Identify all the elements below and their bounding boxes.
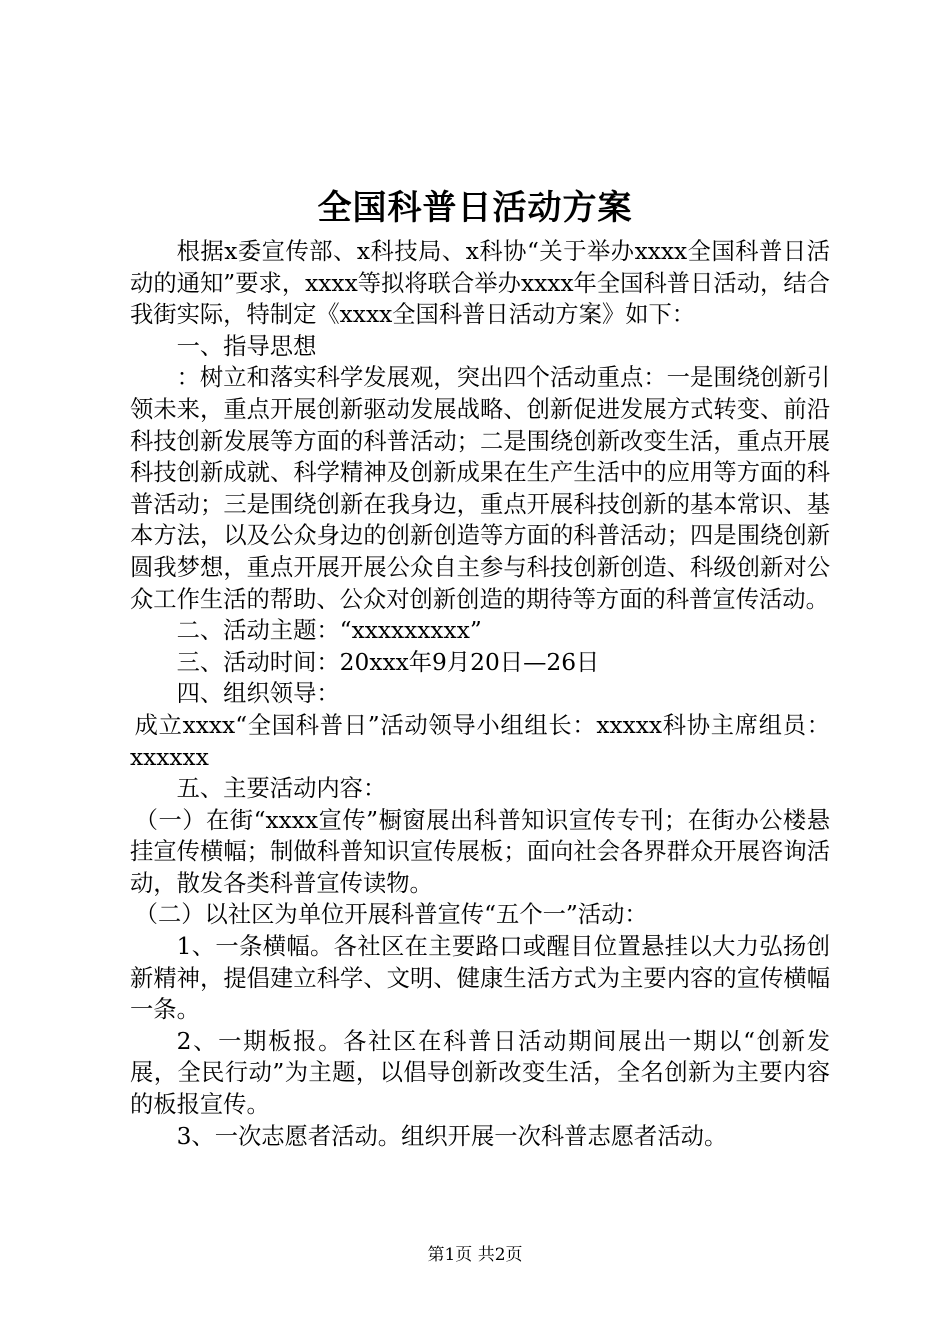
paragraph-leadership-group: 成立xxxx“全国科普日”活动领导小组组长：xxxxx科协主席组员：xxxxxx <box>130 711 830 771</box>
paragraph-activity-one: （一）在街“xxxx宣传”橱窗展出科普知识宣传专刊；在街办公楼悬挂宣传横幅；制做科普知识宣传展板；面向社会各界群众开展咨询活动，散发各类科普宣传读物。 <box>130 806 830 897</box>
heading-activity-theme: 二、活动主题：“xxxxxxxxx” <box>176 617 482 645</box>
paragraph-guiding-ideology: ：树立和落实科学发展观，突出四个活动重点：一是围绕创新引领未来，重点开展创新驱动发展战略、创新促进发展方式转变、前沿科技创新发展等方面的科普活动；二是围绕创新改变生活，重点开展科技创新成就、科学精神及创新成果在生产生活中的应用等方面的科普活动；三是围绕创新在我身边，重点开展科技创新的基本常识、基本方法，以及公众身边的创新创造等方面的科普活动；四是围绕创新圆我梦想，重点开展开展公众自主参与科技创新创造、科级创新对公众工作生活的帮助、公众对创新创造的期待等方面的科普宣传活动。 <box>130 364 830 613</box>
heading-guiding-ideology: 一、指导思想 <box>176 332 317 360</box>
document-title: 全国科普日活动方案 <box>317 188 633 228</box>
heading-organization: 四、组织领导： <box>176 680 340 708</box>
paragraph-intro: 根据x委宣传部、x科技局、x科协“关于举办xxxx全国科普日活动的通知”要求，xxxx等拟将联合举办xxxx年全国科普日活动，结合我街实际，特制定《xxxx全国科普日活动方案》如下： <box>130 238 830 329</box>
paragraph-item-volunteer: 3、一次志愿者活动。组织开展一次科普志愿者活动。 <box>176 1122 728 1150</box>
heading-activity-time: 三、活动时间：20xxx年9月20日—26日 <box>176 648 600 676</box>
page-footer: 第1页 共2页 <box>427 1245 523 1265</box>
document-body <box>130 236 830 1152</box>
paragraph-item-banner: 1、一条横幅。各社区在主要路口或醒目位置悬挂以大力弘扬创新精神，提倡建立科学、文明、健康生活方式为主要内容的宣传横幅一条。 <box>130 933 830 1024</box>
paragraph-activity-two: （二）以社区为单位开展科普宣传“五个一”活动： <box>134 901 648 929</box>
heading-main-activities: 五、主要活动内容： <box>176 775 387 803</box>
paragraph-item-blackboard: 2、一期板报。各社区在科普日活动期间展出一期以“创新发展，全民行动”为主题，以倡导创新改变生活，全名创新为主要内容的板报宣传。 <box>130 1027 830 1119</box>
